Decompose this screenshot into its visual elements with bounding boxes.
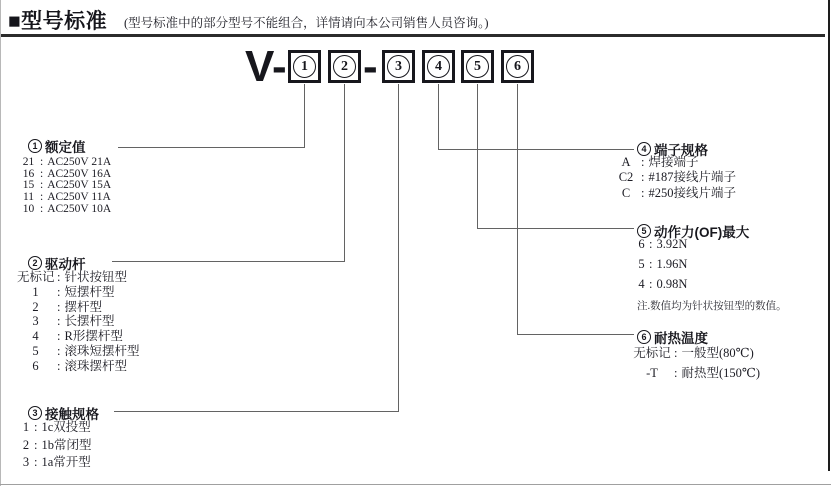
item-colon: :	[57, 314, 61, 329]
model-box-5	[461, 50, 494, 83]
list-item	[20, 157, 111, 169]
model-prefix: V	[245, 42, 275, 91]
item-code: 5	[638, 257, 645, 271]
page-border-bottom	[0, 484, 831, 485]
item-label: 滚珠摆杆型	[64, 358, 127, 373]
section-title-text: 动作力(OF)最大	[654, 225, 750, 240]
item-code: 无标记	[17, 270, 55, 284]
item-code: 1	[22, 420, 30, 434]
circled-number-icon: 5	[637, 224, 651, 238]
section-title-text: 额定值	[45, 140, 86, 155]
item-code: 10	[22, 202, 35, 215]
section-rated-value-title	[28, 136, 86, 156]
connector-line-2-v	[344, 84, 345, 261]
connector-line-1-h	[118, 147, 305, 148]
page-border-left	[0, 0, 1, 486]
item-code: 5	[32, 343, 39, 358]
page-border-right	[828, 0, 830, 471]
circled-number-icon: 2	[28, 256, 42, 270]
item-colon: :	[34, 437, 38, 452]
list-item	[637, 254, 687, 274]
item-label: AC250V 16A	[47, 167, 112, 180]
item-colon: :	[40, 179, 44, 192]
connector-line-1-v	[304, 84, 305, 147]
connector-line-4-h	[438, 149, 634, 150]
model-dash: -	[363, 42, 378, 91]
item-label: 3.92N	[656, 237, 688, 251]
item-colon: :	[40, 167, 44, 180]
list-item	[17, 359, 140, 374]
circled-digit-5: 5	[466, 55, 489, 78]
circled-digit-1: 1	[293, 55, 316, 78]
section-heat-resistance-items	[633, 343, 760, 383]
circled-digit-3: 3	[387, 55, 410, 78]
item-code: 21	[22, 156, 35, 168]
list-item	[614, 155, 736, 170]
item-label: 摆杆型	[64, 299, 102, 314]
item-colon: :	[40, 202, 44, 215]
item-colon: :	[641, 170, 645, 185]
connector-line-4-v	[438, 84, 439, 149]
item-colon: :	[40, 156, 44, 168]
item-label: #250接线片端子	[648, 185, 736, 200]
item-colon: :	[57, 270, 61, 284]
connector-line-6-h	[517, 334, 634, 335]
model-box-2	[328, 50, 361, 83]
connector-line-5-h	[477, 228, 634, 229]
connector-line-6-v	[517, 84, 518, 334]
item-colon: :	[641, 185, 645, 200]
connector-line-5-v	[477, 84, 478, 228]
item-label: AC250V 21A	[47, 156, 112, 168]
list-item	[633, 343, 760, 363]
item-code: 4	[638, 277, 645, 291]
item-colon: :	[649, 237, 653, 251]
page-title: ■型号标准	[8, 10, 108, 33]
item-code: 1	[32, 284, 39, 299]
item-code: 无标记	[633, 346, 671, 360]
list-item	[17, 329, 140, 344]
item-label: 焊接端子	[648, 155, 699, 169]
item-code: 6	[32, 358, 39, 373]
item-colon: :	[649, 257, 653, 271]
section-title-text: 端子规格	[654, 143, 708, 158]
item-colon: :	[57, 299, 61, 314]
item-colon: :	[34, 420, 38, 434]
item-code: 4	[32, 329, 39, 344]
model-box-3	[382, 50, 415, 83]
item-colon: :	[40, 191, 44, 204]
connector-line-3-h	[114, 411, 399, 412]
item-label: 1c双投型	[41, 420, 91, 434]
item-code: 16	[22, 167, 35, 180]
section-actuator-lever-items	[17, 270, 140, 374]
item-colon: :	[674, 366, 678, 380]
circled-number-icon: 4	[637, 142, 651, 156]
item-code: C	[621, 185, 631, 200]
item-label: 耐热型(150℃)	[681, 366, 761, 380]
item-label: 短摆杆型	[64, 284, 115, 299]
model-box-4	[422, 50, 455, 83]
item-colon: :	[641, 155, 645, 169]
section-title-text: 耐热温度	[654, 331, 708, 346]
item-label: R形摆杆型	[64, 329, 123, 344]
item-colon: :	[57, 284, 61, 299]
item-label: AC250V 10A	[47, 202, 112, 215]
section-terminal-spec-items	[614, 155, 736, 201]
item-colon: :	[34, 455, 38, 470]
item-code: -T	[646, 366, 658, 380]
circled-digit-2: 2	[333, 55, 356, 78]
list-item	[637, 234, 687, 254]
model-box-6	[501, 50, 534, 83]
operating-force-note: 注.数值均为针状按钮型的数值。	[637, 301, 787, 312]
item-label: #187接线片端子	[648, 170, 736, 185]
list-item	[17, 270, 140, 285]
item-label: 滚珠短摆杆型	[64, 343, 140, 358]
item-label: 1a常开型	[41, 455, 91, 470]
item-code: 2	[32, 299, 39, 314]
circled-number-icon: 6	[637, 330, 651, 344]
header-note: (型号标准中的部分型号不能组合，详情请向本公司销售人员咨询。)	[124, 16, 489, 30]
list-item	[21, 437, 92, 455]
list-item	[633, 363, 760, 383]
item-label: AC250V 11A	[47, 191, 111, 204]
item-label: 0.98N	[656, 277, 688, 291]
item-label: 一般型(80℃)	[681, 346, 754, 360]
circled-digit-6: 6	[506, 55, 529, 78]
list-item	[21, 419, 92, 437]
item-label: 1.96N	[656, 257, 688, 271]
item-colon: :	[57, 343, 61, 358]
section-rated-value-items	[20, 157, 111, 216]
circled-digit-4: 4	[427, 55, 450, 78]
item-colon: :	[649, 277, 653, 291]
model-box-1	[288, 50, 321, 83]
model-dash: -	[272, 42, 287, 91]
item-code: 3	[32, 314, 39, 329]
list-item	[17, 300, 140, 315]
list-item	[20, 204, 111, 216]
section-contact-spec-items	[21, 419, 92, 472]
item-code: 3	[22, 455, 30, 470]
item-code: 15	[22, 179, 35, 192]
section-title-text: 驱动杆	[45, 257, 86, 272]
list-item	[17, 344, 140, 359]
item-label: 长摆杆型	[64, 314, 115, 329]
item-label: 1b常闭型	[41, 437, 92, 452]
list-item	[637, 274, 687, 294]
list-item	[21, 454, 92, 472]
circled-number-icon: 3	[28, 406, 42, 420]
item-label: AC250V 15A	[47, 179, 112, 192]
list-item	[614, 170, 736, 185]
item-code: 6	[638, 237, 645, 251]
list-item	[17, 314, 140, 329]
item-code: 11	[22, 191, 35, 204]
list-item	[17, 285, 140, 300]
item-label: 针状按钮型	[64, 270, 127, 284]
item-colon: :	[674, 346, 678, 360]
item-code: C2	[618, 170, 634, 185]
item-colon: :	[57, 358, 61, 373]
header-rule	[0, 34, 825, 37]
section-title-text: 接触规格	[45, 407, 99, 422]
connector-line-2-h	[112, 261, 345, 262]
section-operating-force-items	[637, 234, 687, 294]
list-item	[614, 186, 736, 201]
item-code: 2	[22, 437, 30, 452]
connector-line-3-v	[398, 84, 399, 411]
item-colon: :	[57, 329, 61, 344]
item-code: A	[621, 155, 631, 169]
circled-number-icon: 1	[28, 139, 42, 153]
